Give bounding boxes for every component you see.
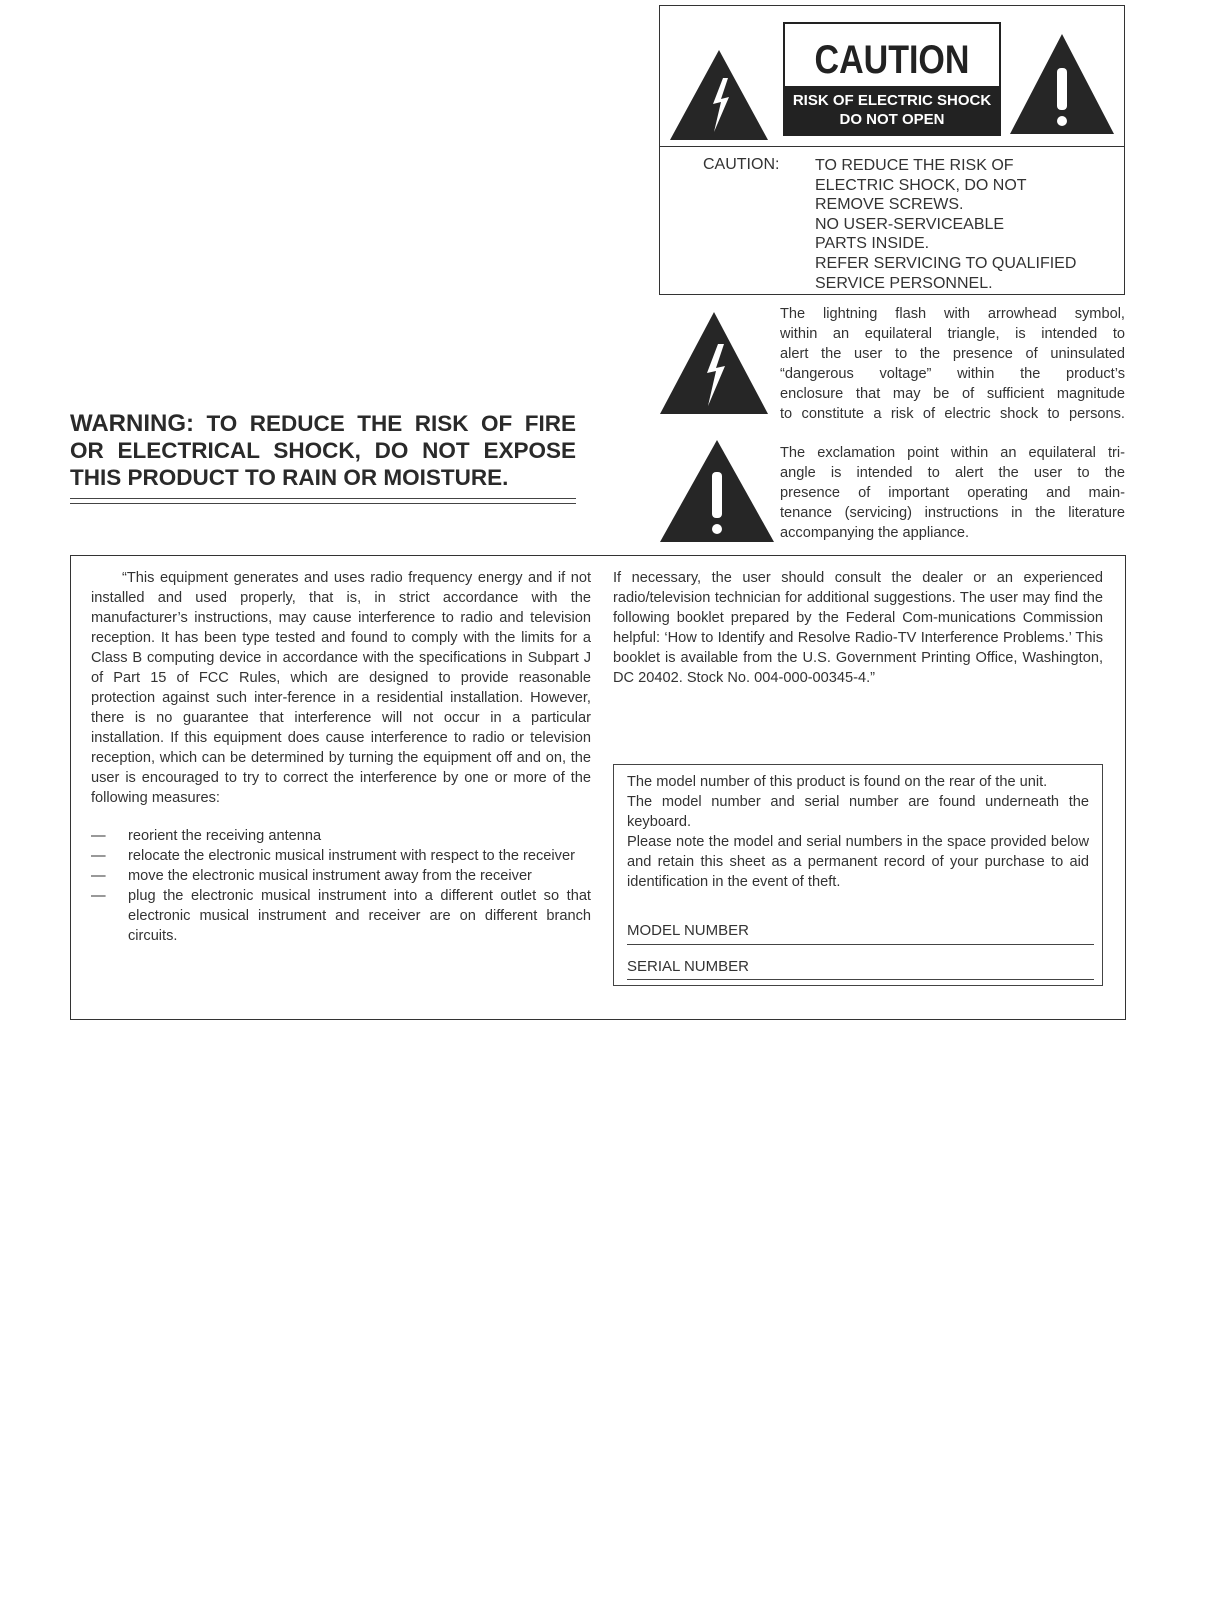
lightning-symbol-icon xyxy=(658,310,770,416)
caution-box xyxy=(659,5,1125,295)
fcc-intro: “This equipment generates and uses radio frequency energy and if not installed and used properly, that is, in strict accordance with the manufacturer’s instructions, may cause interference to radio and television reception. It has been type tested and found to comply with the limits for a Class B computing device in accordance with the specifications in Subpart J of Part 15 of FCC Rules, which are designed to provide reasonable protection against such inter-ference in a residential installation. However, there is no guarantee that interference will not occur in a particular installation. If this equipment does cause interference to radio or television reception, which can be determined by turning the equipment off and on, the user is encouraged to try to correct the interference by one or more of the following measures: xyxy=(91,570,591,806)
warning-rule xyxy=(70,503,576,504)
warning-rule xyxy=(70,498,576,499)
measure-text: move the electronic musical instrument away from the receiver xyxy=(128,868,532,884)
lightning-description-line: “dangerous voltage” within the product’s xyxy=(780,366,1125,382)
serial-number-line[interactable] xyxy=(627,979,1094,980)
list-item xyxy=(91,826,591,846)
caution-notice-label: CAUTION: xyxy=(703,156,780,173)
lightning-description-line: alert the user to the presence of uninsulated xyxy=(780,346,1125,362)
measure-text: reorient the receiving antenna xyxy=(128,828,322,844)
model-info-box xyxy=(613,764,1103,986)
dash: — xyxy=(91,888,106,904)
fcc-continuation: If necessary, the user should consult the dealer or an experienced radio/television technician for additional suggestions. The user may find the following booklet prepared by the Federal Com-munications Commission helpful: ‘How to Identify and Resolve Radio-TV Interference Problems.’ This booklet is available from the U.S. Government Printing Office, Washington, DC 20402. Stock No. 004-000-00345-4.” xyxy=(613,570,1103,686)
dash: — xyxy=(91,828,106,844)
lightning-triangle-icon xyxy=(668,48,770,142)
list-item xyxy=(91,866,591,886)
serial-number-label: SERIAL NUMBER xyxy=(627,958,749,975)
warning-text: TO REDUCE THE RISK OF FIRE OR ELECTRICAL SHOCK, DO NOT EXPOSE THIS PRODUCT TO RAIN OR MOISTURE. xyxy=(70,411,576,490)
caution-label-line1: RISK OF ELECTRIC SHOCK xyxy=(792,92,992,109)
caution-label-panel xyxy=(783,22,1001,136)
caution-notice-line: ELECTRIC SHOCK, DO NOT xyxy=(815,176,1027,194)
caution-notice-line: REFER SERVICING TO QUALIFIED xyxy=(815,254,1077,272)
lightning-description-line: The lightning flash with arrowhead symbol, xyxy=(780,306,1125,322)
caution-notice-line: PARTS INSIDE. xyxy=(815,235,930,253)
list-item xyxy=(91,886,591,946)
measure-text: relocate the electronic musical instrument with respect to the receiver xyxy=(128,848,575,864)
fcc-measures-list xyxy=(91,826,591,946)
exclamation-symbol-icon xyxy=(658,438,776,544)
warning-lead: WARNING: xyxy=(70,410,194,437)
model-number-line[interactable] xyxy=(627,944,1094,945)
caution-label-line2: DO NOT OPEN xyxy=(839,111,945,128)
fcc-statement-box xyxy=(70,555,1126,1020)
fcc-left-column xyxy=(91,568,591,946)
exclamation-description-line: presence of important operating and main- xyxy=(780,485,1125,501)
model-info-line: The model number and serial number are found underneath the keyboard. xyxy=(627,794,1089,830)
exclamation-symbol-description xyxy=(780,443,1125,543)
measure-text: plug the electronic musical instrument into a different outlet so that electronic musical instrument and receiver are on different branch circuits. xyxy=(128,888,591,944)
lightning-description-line: enclosure that may be of sufficient magnitude xyxy=(780,386,1125,402)
dash: — xyxy=(91,868,106,884)
caution-notice-line: TO REDUCE THE RISK OF xyxy=(815,157,1014,174)
exclamation-description-line: angle is intended to alert the user to the xyxy=(780,465,1125,481)
lightning-symbol-description xyxy=(780,304,1125,424)
lightning-description-line: within an equilateral triangle, is intended to xyxy=(780,326,1125,342)
model-number-label: MODEL NUMBER xyxy=(627,922,749,939)
lightning-description-line: to constitute a risk of electric shock to persons. xyxy=(780,406,1125,422)
model-info-line: The model number of this product is found on the rear of the unit. xyxy=(627,774,1048,790)
dash: — xyxy=(91,848,106,864)
caution-divider xyxy=(660,146,1124,147)
caution-notice-line: NO USER-SERVICEABLE xyxy=(815,215,1005,233)
caution-notice-line: REMOVE SCREWS. xyxy=(815,196,964,214)
caution-label-subtitle xyxy=(785,86,999,134)
list-item xyxy=(91,846,591,866)
caution-notice-text xyxy=(815,156,1115,293)
exclamation-description-line: accompanying the appliance. xyxy=(780,525,970,541)
warning-statement xyxy=(70,410,576,491)
caution-notice-line: SERVICE PERSONNEL. xyxy=(815,274,993,292)
caution-label-title: CAUTION xyxy=(814,38,970,82)
model-info-text xyxy=(627,772,1089,892)
exclamation-triangle-icon xyxy=(1008,32,1116,136)
model-info-line: Please note the model and serial numbers in the space provided below and retain this sheet as a permanent record of your purchase to aid identification in the event of theft. xyxy=(627,834,1089,890)
exclamation-description-line: tenance (servicing) instructions in the literature xyxy=(780,505,1125,521)
exclamation-description-line: The exclamation point within an equilateral tri- xyxy=(780,445,1125,461)
